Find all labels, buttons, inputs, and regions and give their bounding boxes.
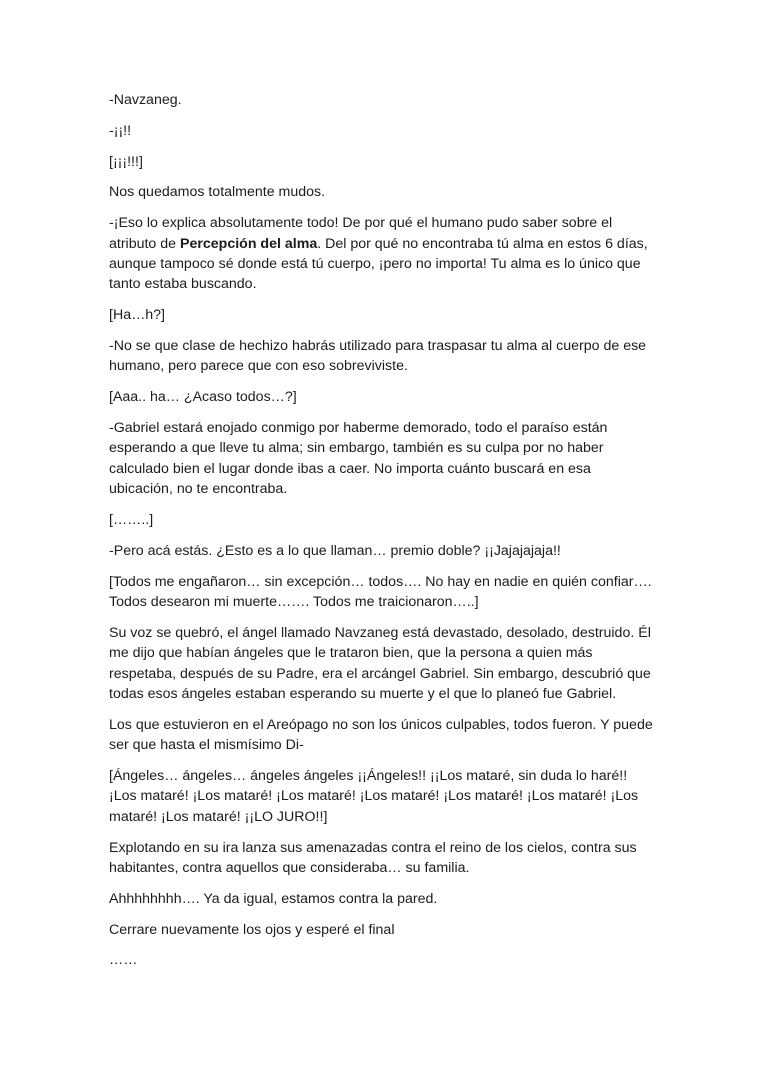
paragraph: -Navzaneg. xyxy=(109,92,182,108)
paragraph: Los que estuvieron en el Areópago no son los únicos culpables, todos fueron. Y puede ser que hasta el mismísimo Di- xyxy=(109,716,653,754)
paragraph: -Gabriel estará enojado conmigo por haberme demorado, todo el paraíso están esperando a que lleve tu alma; sin embargo, también es su culpa por no haber calculado bien el lugar donde ibas a caer. No importa cuánto buscará en esa ubicación, no te encontraba. xyxy=(109,420,608,498)
paragraph: Su voz se quebró, el ángel llamado Navzaneg está devastado, desolado, destruido. Él me dijo que habían ángeles que le trataron bien, que la persona a quien más respetaba, después de su Padre, era el arcángel Gabriel. Sin embargo, descubrió que todas esos ángeles estaban esperando su muerte y el que lo planeó fue Gabriel. xyxy=(109,624,651,703)
paragraph: [Ha…h?] xyxy=(109,307,165,324)
paragraph: …… xyxy=(109,952,138,969)
document-page xyxy=(109,90,657,981)
paragraph: [Aaa.. ha… ¿Acaso todos…?] xyxy=(109,389,297,406)
paragraph: [¡¡¡!!!] xyxy=(109,153,143,170)
paragraph: Cerrare nuevamente los ojos y esperé el final xyxy=(109,921,395,938)
paragraph xyxy=(109,213,657,295)
paragraph: Nos quedamos totalmente mudos. xyxy=(109,184,326,201)
paragraph: -¡¡!! xyxy=(109,122,132,139)
paragraph: [……..] xyxy=(109,512,154,529)
paragraph: -No se que clase de hechizo habrás utilizado para traspasar tu alma al cuerpo de ese humano, pero parece que con eso sobreviviste. xyxy=(109,338,647,375)
paragraph: Ahhhhhhhh…. Ya da igual, estamos contra la pared. xyxy=(109,890,438,907)
paragraph: [Ángeles… ángeles… ángeles ángeles ¡¡Ángeles!! ¡¡Los mataré, sin duda lo haré!! ¡Los mataré! ¡Los mataré! ¡Los mataré! ¡Los mataré! ¡Los mataré! ¡Los mataré! ¡Los mataré! ¡Los mataré! ¡¡LO JURO!!] xyxy=(109,768,639,825)
paragraph: [Todos me engañaron… sin excepción… todos…. No hay en nadie en quién confiar…. Todos desearon mi muerte……. Todos me traicionaron…..] xyxy=(109,573,652,611)
paragraph-text: -¡Eso lo explica absolutamente todo! De por qué el humano pudo saber sobre el atributo de xyxy=(109,215,613,252)
bold-term: Percepción del alma xyxy=(180,235,318,252)
paragraph-text: . Del por qué no encontraba tú alma en estos 6 días, aunque tampoco sé donde está tú cuerpo, ¡pero no importa! Tu alma es lo único que tanto estaba buscando. xyxy=(109,235,648,293)
paragraph: -Pero acá estás. ¿Esto es a lo que llaman… premio doble? ¡¡Jajajajaja!! xyxy=(109,542,561,559)
paragraph: Explotando en su ira lanza sus amenazadas contra el reino de los cielos, contra sus habitantes, contra aquellos que consideraba… su familia. xyxy=(109,839,637,877)
